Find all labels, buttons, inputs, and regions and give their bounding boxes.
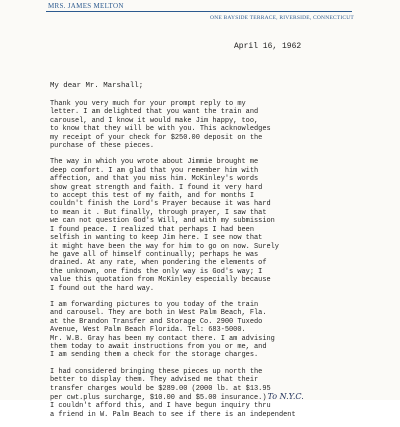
letter-date: April 16, 1962	[234, 42, 302, 51]
letterhead-name: MRS. JAMES MELTON	[48, 2, 124, 10]
text-line: to mean it . But finally, through prayer, I saw that	[50, 208, 267, 217]
text-line: better to display them. They advised me that their	[50, 376, 259, 385]
text-line: transfer charges would be $289.00 (2000 lb. at $13.95	[50, 384, 271, 393]
text-line: my receipt of your check for $250.00 deposit on the	[50, 133, 263, 142]
text-line: Mr. W.B. Gray has been my contact there. I am advising	[50, 334, 275, 343]
text-line: value this quotation from McKinley especially because	[50, 276, 271, 285]
text-line: show great strength and faith. I found it very hard	[50, 183, 263, 192]
text-line: deep comfort. I am glad that you remember him with	[50, 166, 259, 175]
text-line: drained. At any rate, when pondering the elements of	[50, 259, 267, 268]
text-line: carousel, and I know it would make Jim happy, too,	[50, 116, 259, 125]
text-line: affection, and that you miss him. McKinley's words	[50, 175, 259, 184]
paragraph-3	[50, 301, 370, 360]
text-line: Avenue, West Palm Beach Florida. Tel: 683-5000.	[50, 326, 246, 335]
paragraph-4	[50, 368, 370, 419]
text-line: selfish in wanting to keep Jim here. I see now that	[50, 234, 263, 243]
letter-body	[50, 100, 370, 427]
text-line: Thank you very much for your prompt reply to my	[50, 100, 246, 108]
text-line: to accept this test of my faith, and for months I	[50, 192, 254, 201]
text-line-content: per cwt.plus surcharge, $10.00 and $5.00 insurance.)	[50, 394, 267, 402]
handwritten-note: To N.Y.C.	[267, 392, 304, 401]
text-line: it might have been the way for him to go on now. Surely	[50, 242, 279, 251]
paragraph-1	[50, 100, 370, 150]
text-line: to know that they will be with you. This acknowledges	[50, 125, 271, 134]
letterhead-address: ONE BAYSIDE TERRACE, RIVERSIDE, CONNECTICUT	[210, 15, 354, 21]
text-line: at the Brandon Transfer and Storage Co. 2900 Tuxedo	[50, 317, 263, 326]
text-line: them today to await instructions from you or me, and	[50, 342, 267, 351]
letterhead-rule	[46, 11, 352, 12]
text-line: the unknown, one finds the only way is God's way; I	[50, 267, 263, 276]
text-line	[50, 393, 370, 402]
text-line: The way in which you wrote about Jimmie brought me	[50, 158, 259, 167]
text-line: I had considered bringing these pieces up north the	[50, 367, 263, 376]
text-line: and carousel. They are both in West Palm Beach, Fla.	[50, 309, 267, 318]
text-line: letter. I am delighted that you want the train and	[50, 108, 259, 117]
text-line: I am sending them a check for the storage charges.	[50, 351, 259, 360]
text-line: I couldn't afford this, and I have begun inquiry thru	[50, 402, 271, 411]
text-line: I found out the hard way.	[50, 284, 155, 293]
text-line: I am forwarding pictures to you today of the train	[50, 300, 259, 309]
text-line: couldn't finish the Lord's Prayer because it was hard	[50, 200, 271, 209]
paragraph-2	[50, 158, 370, 293]
text-line: a friend in W. Palm Beach to see if there is an independent	[50, 410, 296, 419]
salutation: My dear Mr. Marshall;	[50, 82, 144, 90]
text-line: he gave all of himself continually; perhaps he was	[50, 250, 259, 259]
text-line: purchase of these pieces.	[50, 142, 155, 151]
text-line: we can not question God's Will, and with my submission	[50, 217, 275, 226]
text-line: I found peace. I realized that perhaps I had been	[50, 225, 254, 234]
